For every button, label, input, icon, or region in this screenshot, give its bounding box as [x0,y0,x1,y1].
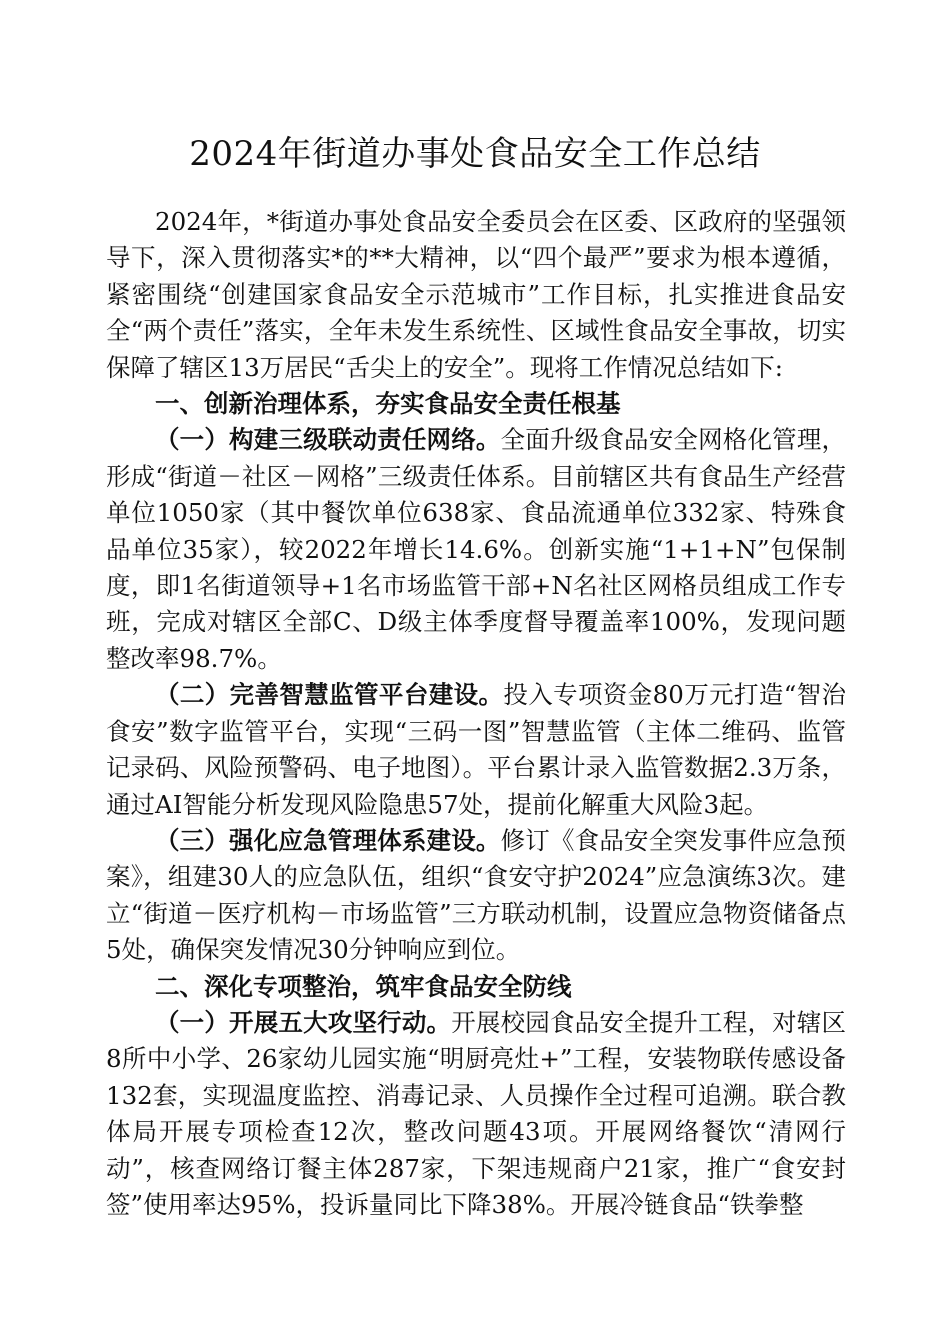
paragraph-text: 投入专项资金80万元打造“智治食安”数字监管平台，实现“三码一图”智慧监管（主体二维码、监管记录码、风险预警码、电子地图）。平台累计录入监管数据2.3万条，通过AI智能分析发现风险隐患57处，提前化解重大风险3起。 [106,680,847,819]
paragraph-1-1 [106,422,846,677]
paragraph-lead: （二）完善智慧监管平台建设。 [155,680,504,710]
paragraph-lead: （一）构建三级联动责任网络。 [155,425,501,455]
paragraph-text: 2024年，*街道办事处食品安全委员会在区委、区政府的坚强领导下，深入贯彻落实*的**大精神，以“四个最严”要求为根本遵循，紧密围绕“创建国家食品安全示范城市”工作目标，扎实推进食品安全“两个责任”落实，全年未发生系统性、区域性食品安全事故，切实保障了辖区13万居民“舌尖上的安全”。现将工作情况总结如下: [106,207,846,382]
paragraph-text: 全面升级食品安全网格化管理，形成“街道－社区－网格”三级责任体系。目前辖区共有食品生产经营单位1050家（其中餐饮单位638家、食品流通单位332家、特殊食品单位35家），较2022年增长14.6%。创新实施“1+1+N”包保制度，即1名街道领导+1名市场监管干部+N名社区网格员组成工作专班，完成对辖区全部C、D级主体季度督导覆盖率100%，发现问题整改率98.7%。 [106,425,846,673]
section-heading-2: 二、深化专项整治，筑牢食品安全防线 [155,971,572,1001]
paragraph-1-2 [106,677,846,823]
paragraph-lead: （一）开展五大攻坚行动。 [155,1007,452,1037]
paragraph-text: 开展校园食品安全提升工程，对辖区8所中小学、26家幼儿园实施“明厨亮灶+”工程，安装物联传感设备132套，实现温度监控、消毒记录、人员操作全过程可追溯。联合教体局开展专项检查12次，整改问题43项。开展网络餐饮“清网行动”，核查网络订餐主体287家，下架违规商户21家，推广“食安封签”使用率达95%，投诉量同比下降38%。开展冷链食品“铁拳整 [106,1007,847,1219]
paragraph-lead: （三）强化应急管理体系建设。 [155,825,501,855]
paragraph-text: 修订《食品安全突发事件应急预案》，组建30人的应急队伍，组织“食安守护2024”应急演练3次。建立“街道－医疗机构－市场监管”三方联动机制，设置应急物资储备点5处，确保突发情况30分钟响应到位。 [106,825,846,965]
document-body [106,204,846,1223]
paragraph-1-3 [106,823,846,969]
section-heading-1: 一、创新治理体系，夯实食品安全责任根基 [155,389,621,419]
intro-paragraph [106,204,846,386]
document-title: 2024年街道办事处食品安全工作总结 [189,134,761,174]
paragraph-2-1 [106,1005,846,1223]
